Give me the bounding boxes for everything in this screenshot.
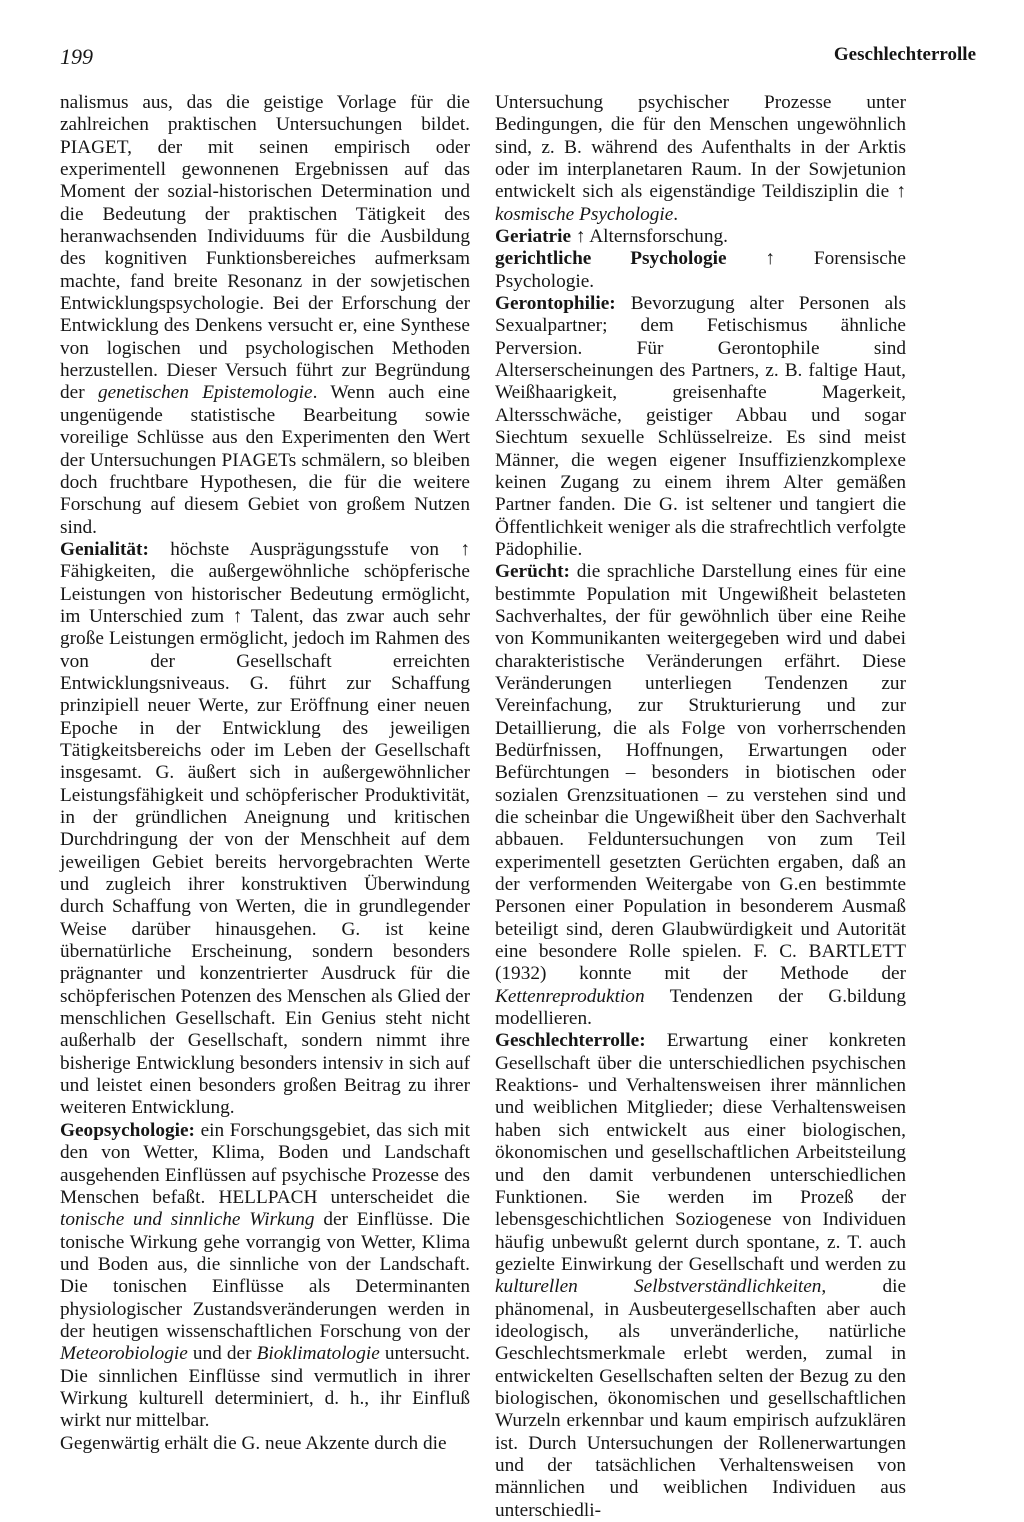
- emphasis-term: tonische und sinnliche Wirkung: [60, 1209, 315, 1231]
- entry-text: , die phänomenal, in Ausbeutergesellschaften aber auch ideologisch, als unveränderliche, natürliche Geschlechtsmerkmale erlebt werden, zumal in entwickelten Gesellschaften selten der Bezug zu den biologischen, ökonomischen und gesellschaftlichen Wurzeln erkennbar und kaum empirisch aufzuklären ist. Durch Untersuchungen der Rollenerwartungen und der tatsächlichen Verhaltensweisen von männlichen und weiblichen Individuen aus unterschiedli-: [495, 1276, 907, 1521]
- paragraph-text: . Wenn auch eine ungenügende statistische Bearbeitung sowie voreilige Schlüsse aus den Experimenten den Wert der Untersuchungen PIAGETs schmälern, so bleiben doch fruchtbare Hypothesen, die für die weitere Forschung auf diesem Gebiet von großem Nutzen sind.: [60, 382, 470, 538]
- entry-text: höchste Ausprägungsstufe von ↑ Fähigkeiten, die außergewöhnliche schöpferische Leistungen von historischer Bedeutung ermöglicht, im Unterschied zum ↑ Talent, das zwar auch sehr große Leistungen ermöglicht, jedoch im Rahmen des von der Gesellschaft erreichten Entwicklungsniveaus. G. führt zur Schaffung prinzipiell neuer Werte, zur Eröffnung einer neuen Epoche in der Entwicklung des jeweiligen Tätigkeitsbereichs oder im Leben der Gesellschaft insgesamt. G. äußert sich in außergewöhnlicher Leistungsfähigkeit und schöpferischer Produktivität, in der gründlichen Aneignung und kritischen Durchdringung der von der Menschheit auf dem jeweiligen Gebiet bereits hervorgebrachten Werte und zugleich ihrer konstruktiven Überwindung durch Schaffung von Werten, die in grundlegender Weise darüber hinausgehen. G. ist keine übernatürliche Erscheinung, sondern besonders prägnanter und konzentrierter Ausdruck für die schöpferischen Potenzen des Menschen als Glied der menschlichen Gesellschaft. Ein Genius steht nicht außerhalb der Gesellschaft, sondern nimmt ihre bisherige Entwicklung besonders intensiv in sich auf und leistet einen besonders großen Beitrag zu ihrer weiteren Entwicklung.: [60, 538, 470, 1119]
- entry-geopsychologie: [60, 1120, 470, 1433]
- entry-text: die sprachliche Darstellung eines für eine bestimmte Population mit Ungewißheit belasteten Sachverhaltes, der für gewöhnlich über eine Reihe von Kommunikanten weitergegeben wird und dabei charakteristische Veränderungen erfährt. Diese Veränderungen unterliegen Tendenzen zur Vereinfachung, zur Strukturierung und zur Detaillierung, die als Folge von vorherrschenden Bedürfnissen, Hoffnungen, Erwartungen oder Befürchtungen – besonders in biotischen oder sozialen Grenzsituationen – zu verstehen sind und die scheinbar die Ungewißheit über den Sachverhalt abbauen. Felduntersuchungen von zum Teil experimentell gesetzten Gerüchten ergaben, daß an der verformenden Weitergabe von G.en bestimmte Personen einer Population in besonderem Ausmaß beteiligt sind, deren Glaubwürdigkeit und Autorität eine besondere Rolle spielen. F. C. BARTLETT (1932) konnte mit der Methode der: [495, 561, 906, 985]
- emphasis-term: Bioklimatologie: [256, 1343, 380, 1365]
- entry-text: untersucht. Die sinnlichen Einflüsse sind vermutlich in ihrer Wirkung kulturell determiniert, d. h., ihr Einfluß wirkt nur mittelbar.: [60, 1343, 470, 1432]
- entry-geriatrie: [495, 226, 906, 248]
- entry-term: Geopsychologie:: [60, 1119, 195, 1141]
- entry-term: Genialität:: [60, 538, 149, 560]
- emphasis-term: genetischen Epistemologie: [97, 382, 313, 404]
- emphasis-term: kulturellen Selbstverständlichkeiten: [495, 1276, 822, 1298]
- entry-text: ↑ Forensische Psychologie.: [495, 248, 906, 292]
- entry-term: Geschlechterrolle:: [495, 1030, 646, 1052]
- entry-text: Bevorzugung alter Personen als Sexualpartner; dem Fetischismus ähnliche Perversion. Für Gerontophile sind Alterserscheinungen des Partners, z. B. faltige Haut, Weißhaarigkeit, greisenhafte Magerkeit, Altersschwäche, geistiger Abbau und sogar Siechtum sexuelle Schlüsselreize. Es sind meist Männer, die wegen eigener Insuffizienzkomplexe keinen Zugang zu einem ihrem Alter gemäßen Partner fanden. Die G. ist seltener und tangiert die Öffentlichkeit weniger als die strafrechtlich verfolgte Pädophilie.: [495, 293, 906, 560]
- entry-text: ein Forschungsgebiet, das sich mit den von Wetter, Klima, Boden und Landschaft ausgehenden Einflüssen auf psychische Prozesse des Menschen befaßt. HELLPACH unterscheidet die: [60, 1119, 470, 1208]
- emphasis-term: Meteorobiologie: [60, 1343, 188, 1365]
- page-number: 199: [60, 44, 93, 69]
- emphasis-term: kosmische Psychologie: [495, 203, 674, 225]
- entry-genialitaet: [60, 539, 470, 1120]
- paragraph-continued: [495, 92, 906, 226]
- entry-term: gerichtliche Psychologie: [495, 248, 727, 270]
- paragraph-piaget: [60, 92, 470, 539]
- entry-text: Tendenzen der G.bildung modellieren.: [495, 985, 906, 1030]
- entry-geruecht: [495, 561, 906, 1030]
- running-head: Geschlechterrolle: [833, 44, 976, 65]
- entry-gerontophilie: [495, 293, 906, 561]
- entry-geschlechterrolle: [495, 1030, 906, 1522]
- entry-gerichtliche-psychologie: [495, 248, 906, 293]
- left-column: [60, 92, 470, 1455]
- entry-text: ↑ Alternsforschung.: [571, 226, 728, 248]
- entry-term: Geriatrie: [495, 226, 572, 248]
- paragraph-text: .: [673, 203, 679, 225]
- entry-text: der Einflüsse. Die tonische Wirkung gehe vorrangig von Wetter, Klima und Boden aus, die sinnliche von der Landschaft. Die tonischen Einflüsse als Determinanten physiologischer Zustandsveränderungen werden in der heutigen wissenschaftlichen Forschung von der: [60, 1209, 470, 1342]
- paragraph-geopsychologie-continued: Gegenwärtig erhält die G. neue Akzente durch die: [60, 1432, 447, 1454]
- entry-text: und der: [187, 1343, 257, 1365]
- paragraph-text: Untersuchung psychischer Prozesse unter Bedingungen, die für den Menschen ungewöhnlich sind, z. B. während des Aufenthalts in der Arktis oder im interplanetaren Raum. In der Sowjetunion entwickelt sich als eigenständige Teildisziplin die ↑: [495, 92, 906, 203]
- right-column: [495, 92, 906, 1522]
- entry-term: Gerücht:: [495, 561, 570, 583]
- entry-term: Gerontophilie:: [495, 293, 616, 315]
- entry-text: Erwartung einer konkreten Gesellschaft über die unterschiedlichen psychischen Reaktions- und Verhaltensweisen ihrer männlichen und weiblichen Mitglieder; diese Verhaltensweisen haben sich entwickelt aus einer biologischen, ökonomischen und gesellschaftlichen Arbeitsteilung und den damit verbundenen unterschiedlichen Funktionen. Sie werden im Prozeß der lebensgeschichtlichen Soziogenese von Individuen häufig unbewußt gelernt durch spontane, z. T. auch gezielte Einwirkung der Gesellschaft und werden zu: [495, 1030, 906, 1275]
- paragraph-text: nalismus aus, das die geistige Vorlage für die zahlreichen praktischen Untersuchungen bildet. PIAGET, der mit seinen empirisch oder experimentell gewonnenen Ergebnissen auf das Moment der sozial-historischen Determination und die Bedeutung der praktischen Tätigkeit des heranwachsenden Individuums für die Ausbildung des kognitiven Funktionsbereiches aufmerksam machte, fand breite Resonanz in der sowjetischen Entwicklungspsychologie. Bei der Erforschung der Entwicklung des Denkens versucht er, eine Synthese von logischen und psychologischen Methoden herzustellen. Dieser Versuch führt zur Begründung der: [60, 92, 470, 404]
- emphasis-term: Kettenreproduktion: [495, 985, 645, 1007]
